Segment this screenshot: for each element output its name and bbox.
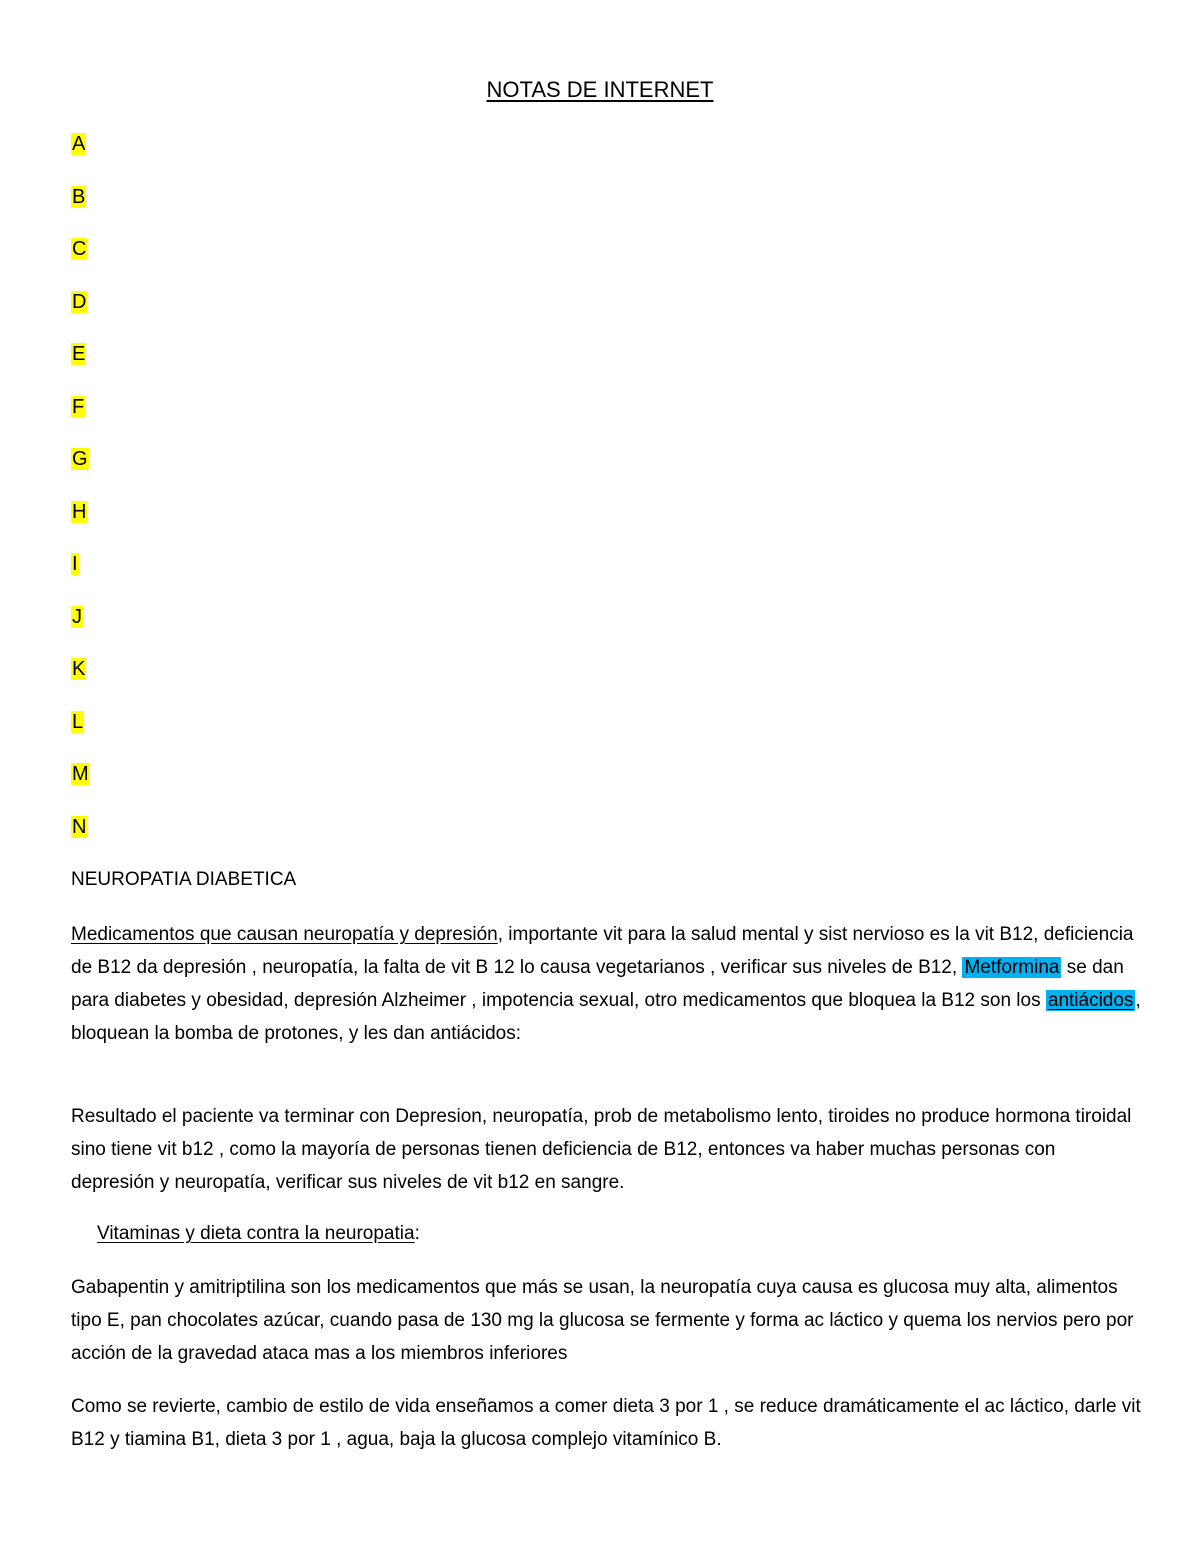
paragraph-result: Resultado el paciente va terminar con Depresion, neuropatía, prob de metabolismo lento, tiroides no produce hormona tiroidal sino tiene vit b12 , como la mayoría de personas tienen deficiencia de B12, entonces va haber muchas personas con depresión y neuropatía, verificar sus niveles de vit b12 en sangre.	[71, 1106, 1132, 1193]
paragraph-lead: Medicamentos que causan neuropatía y depresión	[71, 924, 498, 945]
letter-index-item	[71, 760, 90, 813]
letter-label: K	[72, 658, 86, 680]
letter-index-item	[71, 288, 90, 341]
section-title: NEUROPATIA DIABETICA	[71, 869, 297, 890]
sub-heading-suffix: :	[414, 1223, 420, 1244]
sub-heading	[97, 1220, 420, 1248]
letter-label: L	[72, 710, 84, 733]
letter-label: G	[72, 448, 88, 470]
letter-index-item	[71, 813, 90, 866]
paragraph-text: , importante vit para la salud mental y sist nervioso es la vit B12, deficiencia de B12 da depresión , neuropatía, la falta de vit B 12 lo causa vegetarianos , verificar sus niveles de B12,	[71, 924, 1134, 978]
letter-index-item	[71, 183, 90, 236]
letter-index-item	[71, 235, 90, 288]
letter-label: D	[72, 290, 87, 313]
page-title-text: NOTAS DE INTERNET	[486, 77, 714, 102]
sub-heading-text: Vitaminas y dieta contra la neuropatia	[97, 1223, 415, 1244]
paragraph-text: , bloquean la bomba de protones, y les dan antiácidos:	[71, 990, 1141, 1044]
paragraph-reversal: Como se revierte, cambio de estilo de vida enseñamos a comer dieta 3 por 1 , se reduce dramáticamente el ac láctico, darle vit B12 y tiamina B1, dieta 3 por 1 , agua, baja la glucosa complejo vitamínico B.	[71, 1396, 1141, 1450]
letter-label: M	[72, 763, 89, 785]
letter-index-item	[71, 445, 90, 498]
letter-label: H	[72, 500, 87, 523]
letter-label: J	[72, 605, 82, 628]
paragraph-text: se dan para diabetes y obesidad, depresión Alzheimer , impotencia sexual, otro medicamentos que bloquea la B12 son los	[71, 957, 1124, 1011]
highlight-metformina: Metformina	[964, 957, 1060, 978]
letter-label: B	[72, 185, 86, 208]
paragraph-medications	[71, 918, 1141, 1050]
page-title	[0, 76, 1200, 104]
letter-index	[71, 130, 90, 865]
paragraph-medications-usage: Gabapentin y amitriptilina son los medicamentos que más se usan, la neuropatía cuya causa es glucosa muy alta, alimentos tipo E, pan chocolates azúcar, cuando pasa de 130 mg la glucosa se fermente y forma ac láctico y quema los nervios pero por acción de la gravedad ataca mas a los miembros inferiores	[71, 1277, 1134, 1364]
letter-index-item	[71, 498, 90, 551]
highlight-antiacidos: antiácidos	[1047, 990, 1134, 1011]
letter-label: N	[72, 815, 87, 838]
letter-index-item	[71, 708, 90, 761]
letter-index-item	[71, 340, 90, 393]
letter-label: A	[72, 133, 86, 155]
letter-label: E	[72, 343, 86, 365]
letter-index-item	[71, 130, 90, 183]
letter-index-item	[71, 655, 90, 708]
letter-label: C	[72, 238, 87, 260]
letter-index-item	[71, 603, 90, 656]
letter-label: I	[72, 553, 78, 575]
letter-index-item	[71, 393, 90, 446]
letter-index-item	[71, 550, 90, 603]
letter-label: F	[72, 395, 85, 418]
